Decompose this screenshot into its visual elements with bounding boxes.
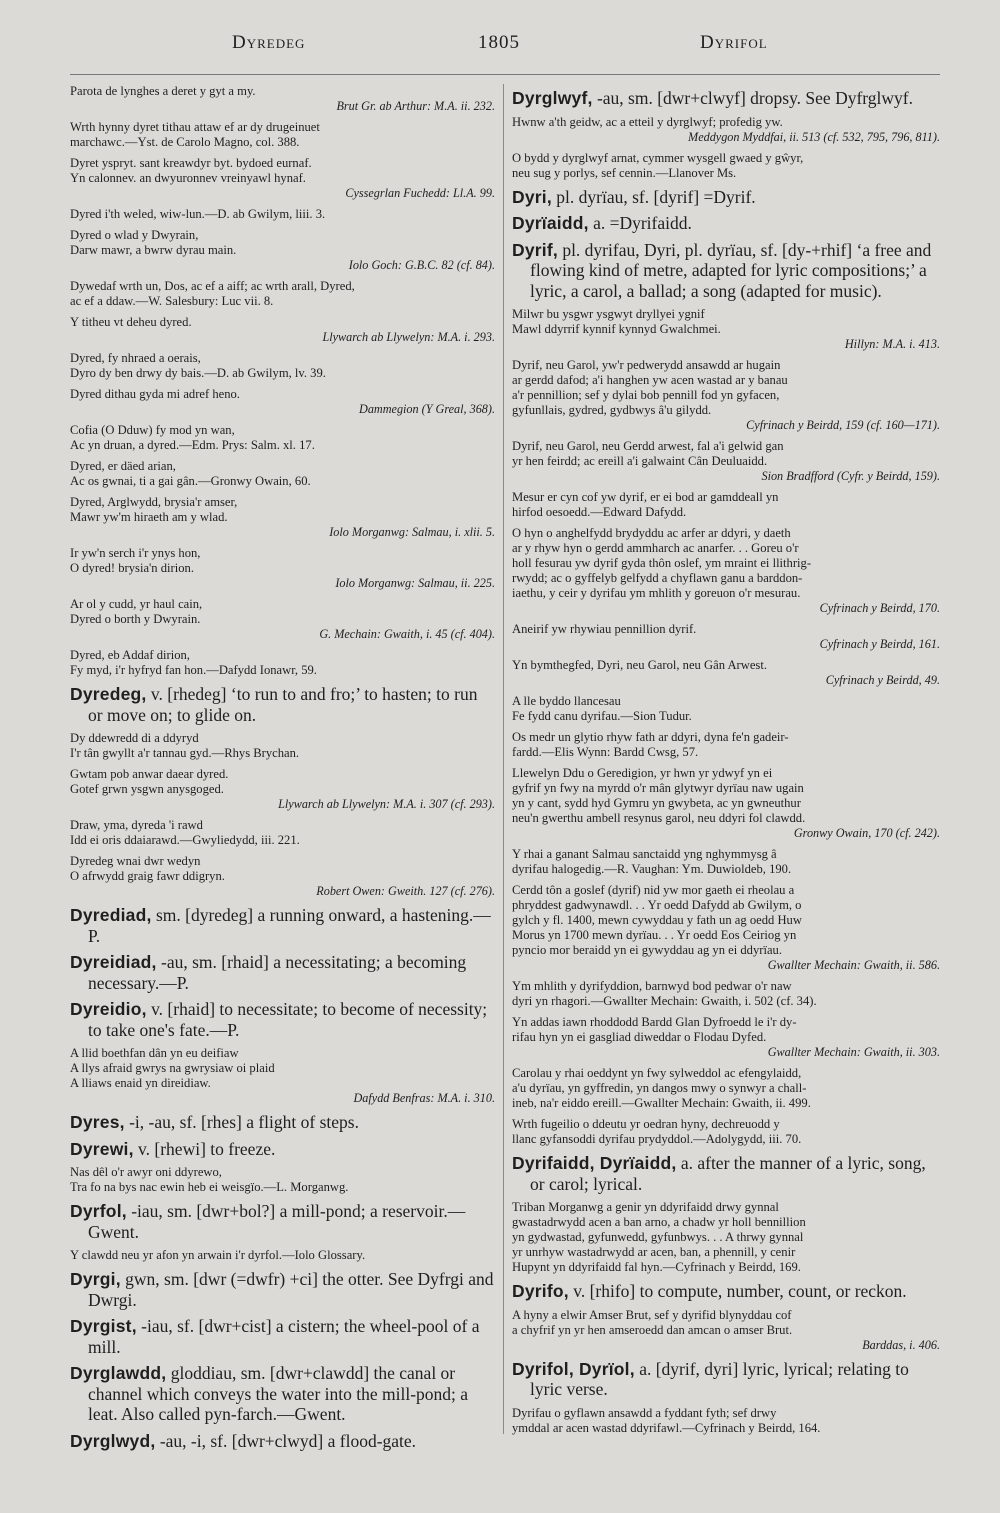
quotation-line: Dyred, eb Addaf dirion, xyxy=(70,648,190,662)
citation-source: Dafydd Benfras: M.A. i. 310. xyxy=(353,1091,495,1105)
quotation-line: Draw, yma, dyreda 'i rawd xyxy=(70,818,203,832)
quotation-line: Dyrif, neu Garol, neu Gerdd arwest, fal a'i gelwid gan xyxy=(512,439,784,453)
quotation xyxy=(512,847,940,877)
quotation-line: a'r pennillion; sef y dylai bob pennill fod yn gyfacen, xyxy=(512,388,780,402)
headword: Dyrgi, xyxy=(70,1269,121,1289)
quotation-line: Idd ei oris ddaiarawd.—Gwyliedydd, iii. 221. xyxy=(70,833,300,847)
quotation-line: ineb, na'r eiddo ereill.—Gwallter Mechain: Gwaith, ii. 499. xyxy=(512,1096,811,1110)
dictionary-entry xyxy=(70,1201,495,1242)
quotation xyxy=(70,731,495,761)
quotation-line: Ac os gwnai, ti a gai gân.—Gronwy Owain, 60. xyxy=(70,474,311,488)
dictionary-entry xyxy=(70,1363,495,1425)
definition: -au, -i, sf. [dwr+clwyd] a flood-gate. xyxy=(155,1430,417,1451)
quotation-line: Yn calonnev. an dwyuronnev vreinyawl hynaf. xyxy=(70,171,306,185)
quotation xyxy=(512,526,940,601)
quotation-line: holl fesurau yw dyrif gyda thôn oslef, ym mraint ei llithrig- xyxy=(512,556,812,570)
quotation xyxy=(512,1066,940,1111)
quotation xyxy=(512,694,940,724)
quotation-line: Morus yn 1700 mewn dyrïau. . . Yr oedd Eos Ceiriog yn xyxy=(512,928,797,942)
quotation-line: Ym mhlith y dyrifyddion, barnwyd bod pedwar o'r naw xyxy=(512,979,792,993)
citation-source: Barddas, i. 406. xyxy=(862,1337,940,1352)
quotation xyxy=(70,279,495,309)
citation-source: Cyfrinach y Beirdd, 49. xyxy=(825,673,940,687)
dictionary-entry xyxy=(70,1316,495,1357)
definition: -iau, sm. [dwr+bol?] a mill-pond; a reservoir.—Gwent. xyxy=(88,1201,466,1242)
citation-source: Iolo Morganwg: Salmau, i. xlii. 5. xyxy=(329,525,495,539)
quotation xyxy=(512,766,940,826)
quotation xyxy=(70,767,495,797)
quotation xyxy=(70,597,495,627)
quotation-line: Cofia (O Dduw) fy mod yn wan, xyxy=(70,423,235,437)
headword: Dyrglwyd, xyxy=(70,1430,156,1451)
quotation xyxy=(70,207,495,222)
citation-source: Robert Owen: Gweith. 127 (cf. 276). xyxy=(316,884,495,898)
quotation-line: Dyredeg wnai dwr wedyn xyxy=(70,854,201,868)
quotation xyxy=(70,387,495,402)
quotation-line: Dyred dithau gyda mi adref heno. xyxy=(70,387,240,401)
quotation-line: Dyrifau o gyflawn ansawdd a fyddant fyth; sef drwy xyxy=(512,1405,777,1420)
quotation xyxy=(512,730,940,760)
citation-source: Cyfrinach y Beirdd, 159 (cf. 160—171). xyxy=(746,418,940,432)
quotation-line: iaethu, y ceir y dyrifau ym mhlith y goreuon o'r mesurau. xyxy=(512,586,801,600)
quotation xyxy=(512,658,940,673)
quotation-line: Dywedaf wrth un, Dos, ac ef a aiff; ac wrth arall, Dyred, xyxy=(70,279,355,293)
quotation xyxy=(512,490,940,520)
quotation xyxy=(512,1308,940,1338)
quotation-line: fardd.—Elis Wynn: Bardd Cwsg, 57. xyxy=(512,745,699,759)
definition: a. after the manner of a lyric, song, or carol; lyrical. xyxy=(530,1153,926,1194)
dictionary-entry xyxy=(70,684,495,725)
quotation-line: Dyred, er däed arian, xyxy=(70,459,176,473)
quotation-line: llanc gyfansoddi dyrifau prydyddol.—Adolygydd, iii. 70. xyxy=(512,1132,802,1146)
definition: v. [rhifo] to compute, number, count, or reckon. xyxy=(568,1281,907,1301)
definition: gwn, sm. [dwr (=dwfr) +ci] the otter. See Dyfrgi and Dwrgi. xyxy=(88,1269,494,1310)
quotation-line: Aneirif yw rhywiau pennillion dyrif. xyxy=(512,622,697,636)
quotation-line: Carolau y rhai oeddynt yn fwy sylweddol ac efengylaidd, xyxy=(512,1066,802,1080)
quotation xyxy=(70,459,495,489)
quotation xyxy=(512,1117,940,1147)
definition: v. [rhedeg] ‘to run to and fro;’ to hasten; to run or move on; to glide on. xyxy=(88,684,478,725)
quotation-line: A hyny a elwir Amser Brut, sef y dyrifid blynyddau cof xyxy=(512,1307,792,1322)
headword: Dyrewi, xyxy=(70,1138,134,1159)
left-column xyxy=(70,84,495,1457)
dictionary-entry xyxy=(70,1269,495,1310)
quotation-line: pyncio mor beraidd yn ei gywyddau ag yn ei ddyrïau. xyxy=(512,943,782,957)
quotation-line: Dyret yspryt. sant kreawdyr byt. bydoed eurnaf. xyxy=(70,156,312,170)
quotation-line: Parota de lynghes a deret y gyt a my. xyxy=(70,84,256,98)
quotation-line: Mawl ddyrrif kynnif kynnyd Gwalchmei. xyxy=(512,322,721,336)
quotation-line: Dyred i'th weled, wiw-lun.—D. ab Gwilym, liii. 3. xyxy=(70,207,326,221)
dictionary-entry xyxy=(70,1112,495,1133)
quotation xyxy=(512,439,940,469)
quotation-line: O dyred! brysia'n dirion. xyxy=(70,561,194,575)
quotation-line: Milwr bu ysgwr ysgwyt dryllyei ygnif xyxy=(512,307,705,321)
citation-source: Gwallter Mechain: Gwaith, ii. 303. xyxy=(767,1045,940,1059)
quotation-line: A lliaws enaid yn direidiaw. xyxy=(70,1076,211,1090)
quotation-line: Triban Morganwg a genir yn ddyrifaidd drwy gynnal xyxy=(512,1200,779,1214)
quotation xyxy=(512,1200,940,1275)
quotation-line: gwastadrwydd acen a ban arno, a chadw yr holl bennillion xyxy=(512,1215,806,1229)
quotation xyxy=(70,1248,495,1263)
quotation-line: ac ef a ddaw.—W. Salesbury: Luc vii. 8. xyxy=(70,294,274,308)
quotation-line: ar y rhyw hyn o gerdd ammharch ac anarfer. . . Goreu o'r xyxy=(512,541,799,555)
quotation-line: Dy ddewredd di a ddyryd xyxy=(70,731,199,745)
quotation-line: dyri yn rhagori.—Gwallter Mechain: Gwaith, i. 502 (cf. 34). xyxy=(512,994,817,1008)
quotation-line: rifau hyn yn ei gasgliad diweddar o Flodau Dyfed. xyxy=(512,1030,767,1044)
dictionary-entry xyxy=(70,905,495,946)
headword: Dyri, xyxy=(512,186,552,207)
headword: Dyrglawdd, xyxy=(70,1363,167,1383)
quotation-line: Darw mawr, a bwrw dyrau main. xyxy=(70,243,237,257)
quotation-line: yn y cant, sydd hyd Gymru yn gwybeta, ac yn gwneuthur xyxy=(512,796,801,810)
quotation-line: Tra fo na bys nac ewin heb ei weisgïo.—L. Morganwg. xyxy=(70,1180,349,1194)
quotation xyxy=(70,648,495,678)
quotation xyxy=(512,307,940,337)
quotation-line: rwydd; ac o gyffelyb gelfydd a chyflawn ganu a barddon- xyxy=(512,571,803,585)
quotation-line: Fy myd, i'r hyfryd fan hon.—Dafydd Ionawr, 59. xyxy=(70,663,317,677)
dictionary-entry xyxy=(70,999,495,1040)
citation-source: Sion Bradfford (Cyfr. y Beirdd, 159). xyxy=(761,469,940,483)
headword: Dyrifaidd, Dyrïaidd, xyxy=(512,1153,677,1173)
definition: v. [rhewi] to freeze. xyxy=(133,1138,276,1159)
headword: Dyredeg, xyxy=(70,684,147,704)
quotation-line: Dyred, fy nhraed a oerais, xyxy=(70,351,201,365)
quotation xyxy=(70,854,495,884)
quotation-line: O bydd y dyrglwyf arnat, cymmer wysgell gwaed y gŵyr, xyxy=(512,150,804,165)
quotation-line: Fe fydd canu dyrifau.—Sion Tudur. xyxy=(512,709,692,723)
quotation-line: Os medr un glytio rhyw fath ar ddyri, dyna fe'n gadeir- xyxy=(512,730,789,744)
quotation xyxy=(70,423,495,453)
quotation-line: Dyro dy ben drwy dy bais.—D. ab Gwilym, lv. 39. xyxy=(70,366,326,380)
headword: Dyrgist, xyxy=(70,1316,137,1336)
quotation-line: gyfunllais, gydred, gydbwys â'u gilydd. xyxy=(512,403,712,417)
quotation xyxy=(70,228,495,258)
headword: Dyreidio, xyxy=(70,999,147,1019)
quotation-line: phryddest gadwynawdl. . . Yr oedd Dafydd ab Gwilym, o xyxy=(512,898,802,912)
citation-source: Llywarch ab Llywelyn: M.A. i. 307 (cf. 293). xyxy=(278,797,495,811)
quotation xyxy=(512,979,940,1009)
quotation-line: dyrifau halogedig.—R. Vaughan: Ym. Duwioldeb, 190. xyxy=(512,862,792,876)
citation-source: Cyfrinach y Beirdd, 161. xyxy=(819,637,940,651)
citation-source: Cyssegrlan Fuchedd: Ll.A. 99. xyxy=(345,186,495,200)
definition: pl. dyrïau, sf. [dyrif] =Dyrif. xyxy=(551,186,756,207)
quotation-line: ar gerdd dafod; a'i hanghen yw acen wastad ar y banau xyxy=(512,373,788,387)
definition: -au, sm. [rhaid] a necessitating; a becoming necessary.—P. xyxy=(88,952,467,993)
headword: Dyrïaidd, xyxy=(512,213,589,233)
quotation xyxy=(70,1046,495,1091)
quotation-line: Ir yw'n serch i'r ynys hon, xyxy=(70,546,201,560)
dictionary-entry xyxy=(512,187,940,208)
quotation-line: Dyred o borth y Dwyrain. xyxy=(70,612,201,626)
headword: Dyrif, xyxy=(512,239,558,260)
quotation xyxy=(70,351,495,381)
quotation-line: Mesur er cyn cof yw dyrif, er ei bod ar gamddeall yn xyxy=(512,490,779,504)
dictionary-entry xyxy=(512,213,940,234)
headword: Dyrediad, xyxy=(70,905,152,925)
quotation-line: Mawr yw'm hiraeth am y wlad. xyxy=(70,510,228,524)
headword: Dyrglwyf, xyxy=(512,88,593,108)
definition: pl. dyrifau, Dyri, pl. dyrïau, sf. [dy-+rhif] ‘a free and flowing kind of metre, adapted for lyric compositions;’ a lyric, a carol, a ballad; a song (adapted for music). xyxy=(530,239,932,301)
quotation xyxy=(70,120,495,150)
citation-source: Iolo Morganwg: Salmau, ii. 225. xyxy=(335,576,495,590)
definition: -iau, sf. [dwr+cist] a cistern; the wheel-pool of a mill. xyxy=(88,1316,480,1357)
quotation-line: Y clawdd neu yr afon yn arwain i'r dyrfol.—Iolo Glossary. xyxy=(70,1248,366,1262)
dictionary-entry xyxy=(512,88,940,109)
quotation-line: Ac yn druan, a dyred.—Edm. Prys: Salm. xl. 17. xyxy=(70,438,315,452)
quotation xyxy=(70,1165,495,1195)
quotation-line: I'r tân gwyllt a'r tannau gyd.—Rhys Brychan. xyxy=(70,746,300,760)
quotation-line: yr unrhyw wastadrwydd ar acen, ban, a phennill, y cenir xyxy=(512,1245,796,1259)
quotation-line: Nas dêl o'r awyr oni ddyrewo, xyxy=(70,1165,222,1179)
citation-source: Hillyn: M.A. i. 413. xyxy=(844,337,940,351)
dictionary-entry xyxy=(512,1359,940,1400)
citation-source: G. Mechain: Gwaith, i. 45 (cf. 404). xyxy=(319,627,495,641)
quotation xyxy=(512,1015,940,1045)
quotation-line: neu sug y porlys, sef cennin.—Llanover Ms. xyxy=(512,165,737,180)
quotation xyxy=(512,1406,940,1436)
headword: Dyreidiad, xyxy=(70,952,157,972)
quotation xyxy=(70,546,495,576)
quotation-line: Gwtam pob anwar daear dyred. xyxy=(70,767,229,781)
quotation-line: A llid boethfan dân yn eu deifiaw xyxy=(70,1046,239,1060)
definition: -i, -au, sf. [rhes] a flight of steps. xyxy=(124,1112,359,1132)
citation-source: Gwallter Mechain: Gwaith, ii. 586. xyxy=(767,958,940,972)
quotation xyxy=(512,115,940,130)
quotation xyxy=(70,156,495,186)
quotation xyxy=(70,315,495,330)
citation-source: Cyfrinach y Beirdd, 170. xyxy=(819,601,940,615)
running-head-left: Dyredeg xyxy=(232,32,306,53)
quotation-line: A lle byddo llancesau xyxy=(512,694,621,708)
running-head-right: Dyrifol xyxy=(700,32,768,53)
citation-source: Gronwy Owain, 170 (cf. 242). xyxy=(793,826,940,840)
definition: v. [rhaid] to necessitate; to become of necessity; to take one's fate.—P. xyxy=(88,999,488,1040)
quotation xyxy=(70,84,495,99)
definition: gloddiau, sm. [dwr+clawdd] the canal or channel which conveys the water into the mill-pond; a leat. Also called pyn-farch.—Gwent. xyxy=(88,1363,469,1424)
quotation-line: Cerdd tôn a goslef (dyrif) nid yw mor gaeth ei rheolau a xyxy=(512,883,795,897)
quotation-line: marchawc.—Yst. de Carolo Magno, col. 388. xyxy=(70,135,300,149)
quotation-line: Dyred o wlad y Dwyrain, xyxy=(70,228,199,242)
citation-source: Iolo Goch: G.B.C. 82 (cf. 84). xyxy=(348,258,495,272)
quotation-line: Gotef grwn ysgwn anysgoged. xyxy=(70,782,224,796)
dictionary-entry xyxy=(70,1139,495,1160)
quotation-line: Llewelyn Ddu o Geredigion, yr hwn yr ydwyf yn ei xyxy=(512,766,773,780)
quotation-line: Yn bymthegfed, Dyri, neu Garol, neu Gân Arwest. xyxy=(512,658,767,672)
quotation-line: hirfod oesoedd.—Edward Dafydd. xyxy=(512,505,687,519)
quotation-line: O hyn o anghelfydd brydyddu ac arfer ar ddyri, y daeth xyxy=(512,526,791,540)
quotation xyxy=(512,151,940,181)
dictionary-entry xyxy=(512,1281,940,1302)
column-divider xyxy=(503,84,504,1434)
quotation-line: a'u dyrïau, yn gyffredin, yn dangos mwy o synwyr a chall- xyxy=(512,1081,807,1095)
quotation-line: Hwnw a'th geidw, ac a etteil y dyrglwyf; profedig yw. xyxy=(512,114,783,129)
citation-source: Dammegion (Y Greal, 368). xyxy=(359,402,495,416)
dictionary-entry xyxy=(70,1431,495,1452)
headword: Dyres, xyxy=(70,1112,125,1132)
quotation-line: Wrth fugeilio o ddeutu yr oedran hyny, dechreuodd y xyxy=(512,1117,780,1131)
quotation xyxy=(70,495,495,525)
quotation-line: ymddal ar acen wastad ddyrifawl.—Cyfrinach y Beirdd, 164. xyxy=(512,1420,821,1435)
citation-source: Brut Gr. ab Arthur: M.A. ii. 232. xyxy=(336,99,495,113)
quotation-line: Ar ol y cudd, yr haul cain, xyxy=(70,597,203,611)
headword: Dyrifo, xyxy=(512,1281,569,1301)
quotation-line: Hupynt yn ddyrifaidd fal hyn.—Cyfrinach y Beirdd, 169. xyxy=(512,1260,801,1274)
quotation-line: gylch y fl. 1400, mewn cywyddau y fath un ag oedd Huw xyxy=(512,913,802,927)
quotation-line: Y rhai a ganant Salmau sanctaidd yng nghymmysg â xyxy=(512,847,777,861)
quotation-line: yr hen feirdd; ac ereill a'i galwaint Cân Deuluaidd. xyxy=(512,454,768,468)
dictionary-entry xyxy=(512,240,940,302)
dictionary-entry xyxy=(70,952,495,993)
quotation-line: Wrth hynny dyret tithau attaw ef ar dy drugeinuet xyxy=(70,120,320,134)
citation-source: Meddygon Myddfai, ii. 513 (cf. 532, 795, 796, 811). xyxy=(688,129,940,144)
quotation-line: A llys afraid gwrys na gwrysiaw oi plaid xyxy=(70,1061,275,1075)
definition: sm. [dyredeg] a running onward, a hastening.—P. xyxy=(88,905,491,946)
quotation xyxy=(70,818,495,848)
definition: -au, sm. [dwr+clwyf] dropsy. See Dyfrglwyf. xyxy=(592,88,914,108)
quotation-line: yn gydwastad, gyfunwedd, gyfunbwys. . . A thrwy gynnal xyxy=(512,1230,804,1244)
quotation-line: a chyfrif yn yr hen amseroedd dan amcan o amser Brut. xyxy=(512,1322,793,1337)
quotation-line: Yn addas iawn rhoddodd Bardd Glan Dyfroedd le i'r dy- xyxy=(512,1015,797,1029)
quotation-line: O afrwydd graig fawr ddigryn. xyxy=(70,869,225,883)
quotation xyxy=(512,358,940,418)
headword: Dyrifol, Dyrïol, xyxy=(512,1358,635,1379)
quotation-line: gyfrif yn fwy na myrdd o'r mân glytwyr dyrïau naw ugain xyxy=(512,781,804,795)
dictionary-entry xyxy=(512,1153,940,1194)
right-column xyxy=(512,84,940,1442)
quotation-line: Dyrif, neu Garol, yw'r pedwerydd ansawdd ar hugain xyxy=(512,358,781,372)
quotation xyxy=(512,883,940,958)
citation-source: Llywarch ab Llywelyn: M.A. i. 293. xyxy=(322,330,495,344)
header-rule xyxy=(70,74,940,75)
quotation-line: Y titheu vt deheu dyred. xyxy=(70,315,192,329)
page-number: 1805 xyxy=(478,32,520,53)
quotation-line: neu'n gwerthu ambell resynus garol, neu ddyri fol clawdd. xyxy=(512,811,806,825)
definition: a. [dyrif, dyri] lyric, lyrical; relating to lyric verse. xyxy=(530,1358,909,1399)
definition: a. =Dyrifaidd. xyxy=(588,213,692,233)
headword: Dyrfol, xyxy=(70,1201,127,1221)
quotation-line: Dyred, Arglwydd, brysia'r amser, xyxy=(70,495,238,509)
quotation xyxy=(512,622,940,637)
